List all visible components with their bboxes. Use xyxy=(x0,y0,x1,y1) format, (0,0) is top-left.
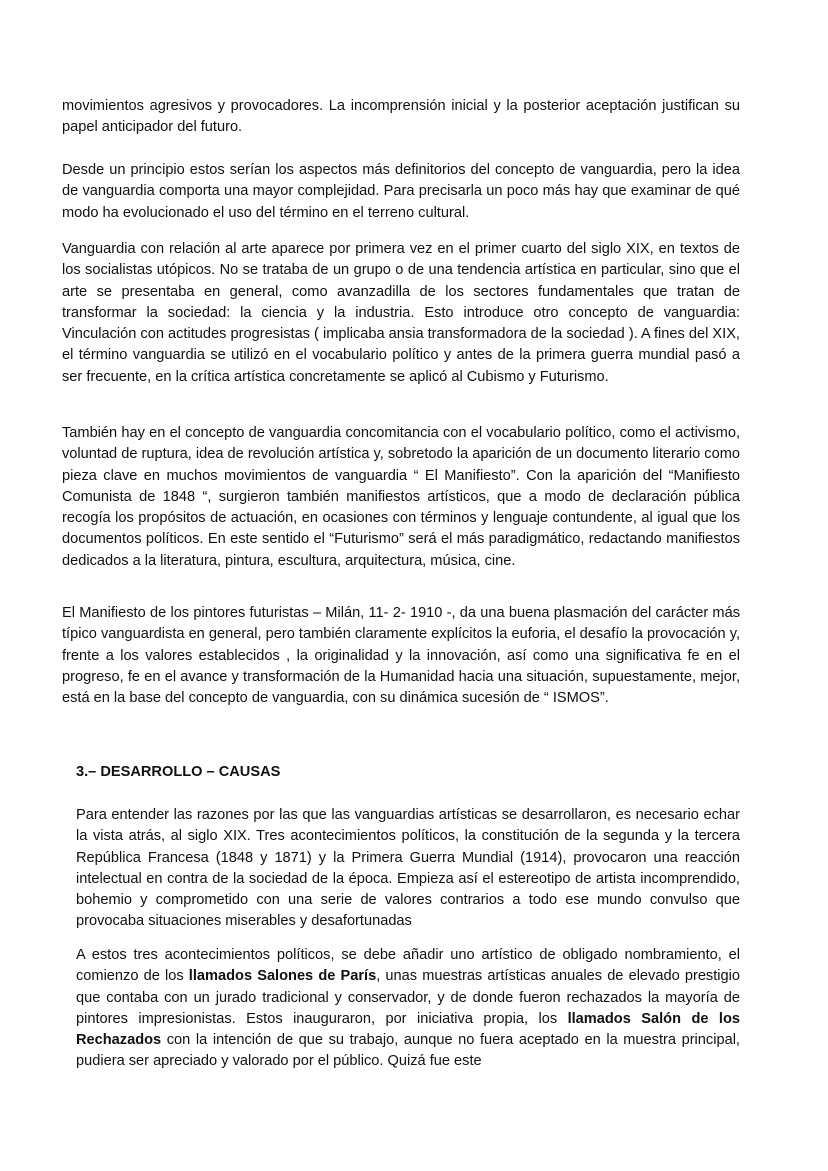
salons-text-3: con la intención de que su trabajo, aunque no fuera aceptado en la muestra principal, pudiera ser apreciado y valorado por el público. Quizá fue este xyxy=(76,1032,740,1070)
paragraph-salons xyxy=(76,945,740,1073)
paragraph-intro-end: movimientos agresivos y provocadores. La incomprensión inicial y la posterior aceptación justifican su papel anticipador del futuro. xyxy=(62,98,740,136)
paragraph-futurist-manifesto: El Manifiesto de los pintores futuristas – Milán, 11- 2- 1910 -, da una buena plasmación del carácter más típico vanguardista en general, pero también claramente explícitos la euforia, el desafío la provocación y, frente a los valores establecidos , la originalidad y la innovación, así como una significativa fe en el progreso, fe en el avance y transformación de la Humanidad hacia una situación, supuestamente, mejor, está en la base del concepto de vanguardia, con su dinámica sucesión de “ ISMOS”. xyxy=(62,605,740,707)
salons-bold-rechazados: llamados Salón de los Rechazados xyxy=(76,1010,740,1049)
salons-text-2: , unas muestras artísticas anuales de elevado prestigio que contaba con un jurado tradicional y conservador, y de donde fueron rechazados la mayoría de pintores impresionistas. Estos inauguraron, por iniciativa propia, los xyxy=(76,968,741,1027)
paragraph-origin-term: Vanguardia con relación al arte aparece por primera vez en el primer cuarto del siglo XIX, en textos de los socialistas utópicos. No se trataba de un grupo o de una tendencia artística en particular, sino que el arte se presentaba en general, como avanzadilla de los sectores fundamentales que tratan de transformar la sociedad: la ciencia y la industria. Esto introduce otro concepto de vanguardia: Vinculación con actitudes progresistas ( implicaba ansia transformadora de la sociedad ). A fines del XIX, el término vanguardia se utilizó en el vocabulario político y antes de la primera guerra mundial pasó a ser frecuente, en la crítica artística concretamente se aplicó al Cubismo y Futurismo. xyxy=(62,241,740,385)
paragraph-manifesto: También hay en el concepto de vanguardia concomitancia con el vocabulario político, como el activismo, voluntad de ruptura, idea de revolución artística y, sobretodo la aparición de un documento literario como pieza clave en muchos movimientos de vanguardia “ El Manifiesto”. Con la aparición del “Manifiesto Comunista de 1848 “, surgieron también manifiestos artísticos, que a modo de declaración pública recogía los propósitos de actuación, en ocasiones con términos y lenguaje contundente, al igual que los documentos políticos. En este sentido el “Futurismo” será el más paradigmático, redactando manifiestos dedicados a la literatura, pintura, escultura, arquitectura, música, cine. xyxy=(62,425,740,569)
salons-bold-paris: llamados Salones de París xyxy=(188,968,377,985)
paragraph-definition: Desde un principio estos serían los aspectos más definitorios del concepto de vanguardia, pero la idea de vanguardia comporta una mayor complejidad. Para precisarla un poco más hay que examinar de qué modo ha evolucionado el uso del término en el terreno cultural. xyxy=(62,162,740,221)
section-heading: 3.– DESARROLLO – CAUSAS xyxy=(76,764,281,780)
salons-text-1: A estos tres acontecimientos políticos, se debe añadir uno artístico de obligado nombramiento, el comienzo de los xyxy=(76,947,740,985)
paragraph-causes: Para entender las razones por las que las vanguardias artísticas se desarrollaron, es necesario echar la vista atrás, al siglo XIX. Tres acontecimientos políticos, la constitución de la segunda y la tercera República Francesa (1848 y 1871) y la Primera Guerra Mundial (1914), provocaron una reacción intelectual en contra de la sociedad de la época. Empieza así el estereotipo de artista incomprendido, bohemio y comprometido con una serie de valores contrarios a todo ese mundo convulso que provocaba situaciones miserables y desafortunadas xyxy=(76,807,740,930)
